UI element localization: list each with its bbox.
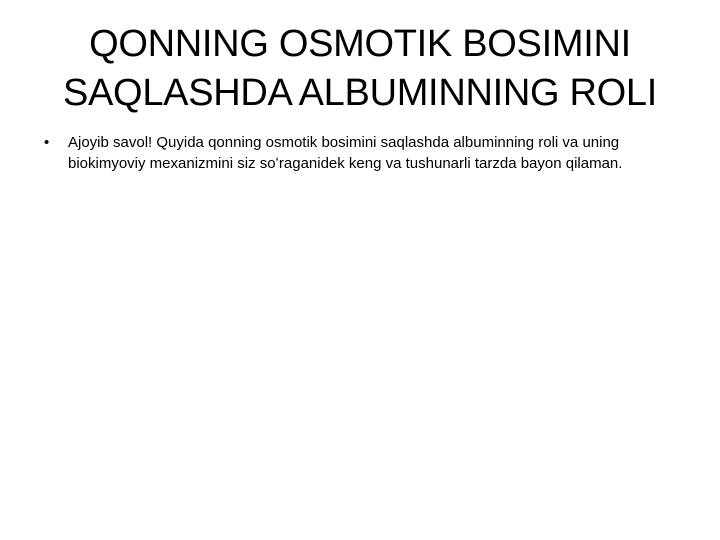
slide-title: QONNING OSMOTIK BOSIMINI SAQLASHDA ALBUMINNING ROLI	[62, 23, 658, 114]
bullet-text: Ajoyib savol! Quyida qonning osmotik bosimini saqlashda albuminning roli va uning biokimyoviy mexanizmini siz soʻraganidek keng va tushunarli tarzda bayon qilaman.	[68, 134, 623, 172]
bullet-item	[44, 132, 674, 174]
bullet-marker-icon: •	[44, 134, 50, 151]
bullet-list	[44, 132, 674, 174]
